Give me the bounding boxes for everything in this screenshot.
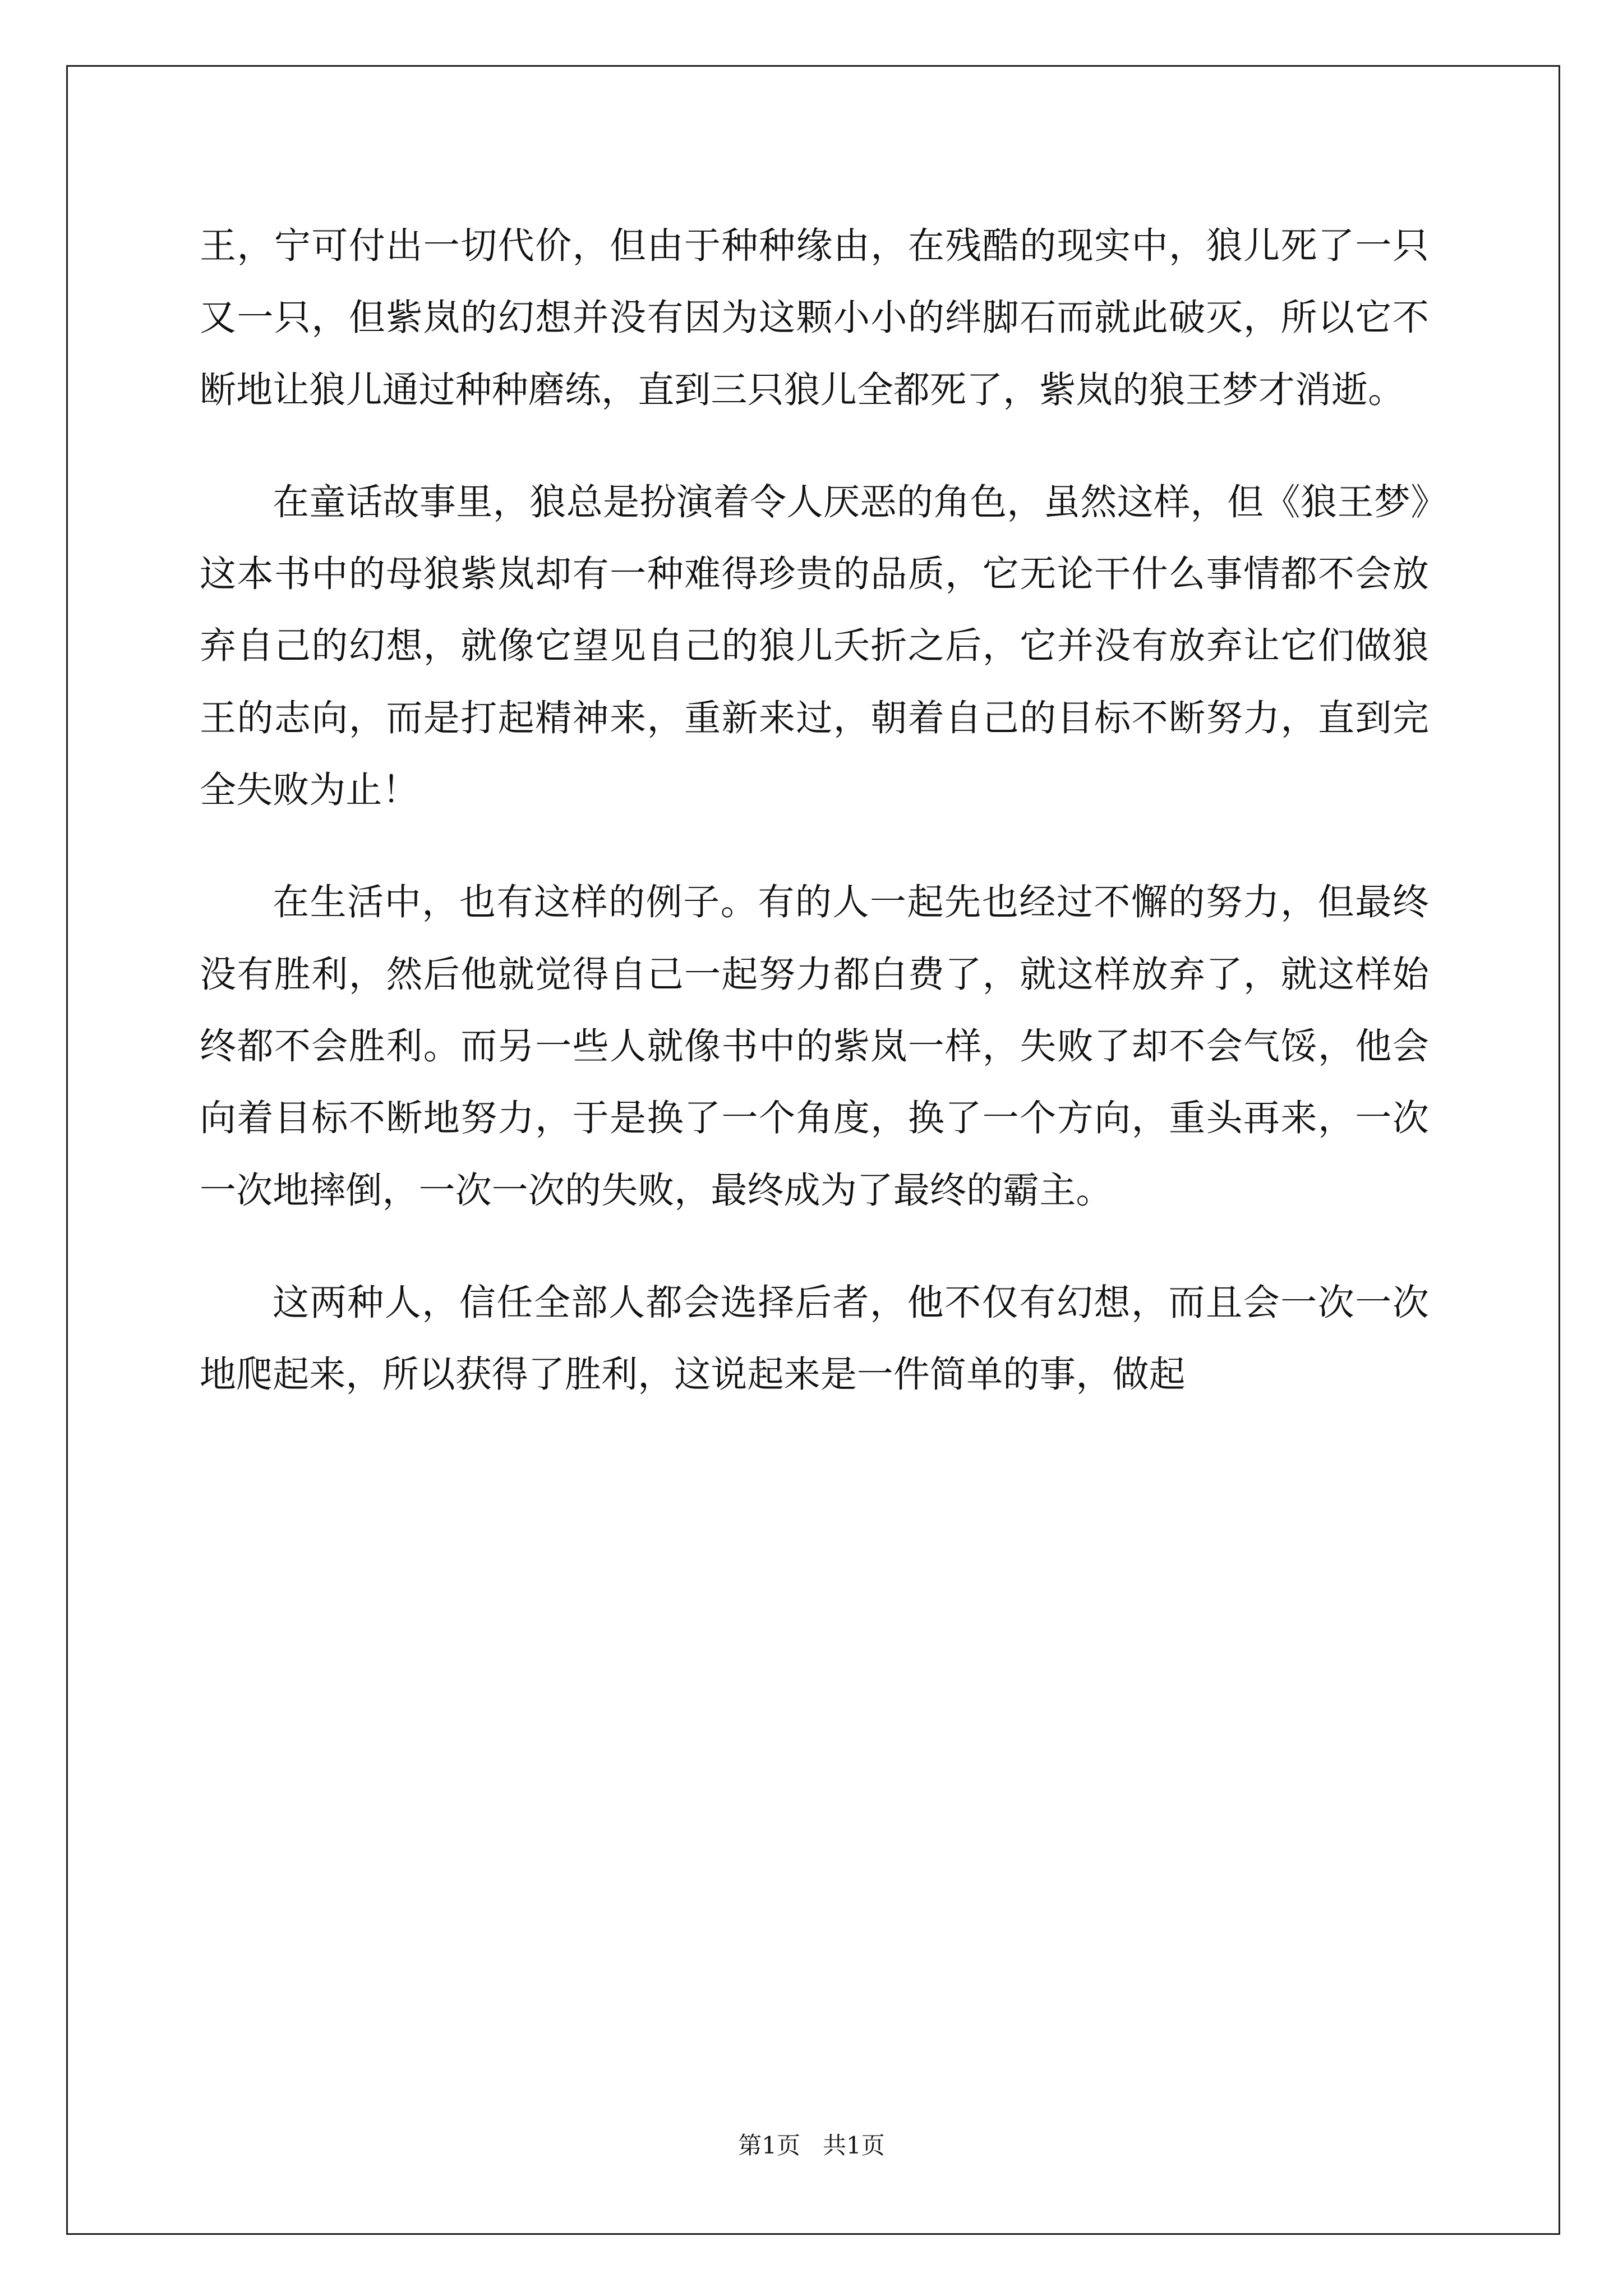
document-body [200, 210, 1429, 1411]
paragraph-4: 这两种人，信任全部人都会选择后者，他不仅有幻想，而且会一次一次地爬起来，所以获得了胜利，这说起来是一件简单的事，做起 [200, 1281, 1429, 1396]
paragraph-2: 在童话故事里，狼总是扮演着令人厌恶的角色，虽然这样，但《狼王梦》这本书中的母狼紫岚却有一种难得珍贵的品质，它无论干什么事情都不会放弃自己的幻想，就像它望见自己的狼儿夭折之后，它并没有放弃让它们做狼王的志向，而是打起精神来，重新来过，朝着自己的目标不断努力，直到完全失败为止！ [200, 481, 1429, 812]
paragraph-3: 在生活中，也有这样的例子。有的人一起先也经过不懈的努力，但最终没有胜利，然后他就觉得自己一起努力都白费了，就这样放弃了，就这样始终都不会胜利。而另一些人就像书中的紫岚一样，失败了却不会气馁，他会向着目标不断地努力，于是换了一个角度，换了一个方向，重头再来，一次一次地摔倒，一次一次的失败，最终成为了最终的霸主。 [200, 881, 1429, 1212]
paragraph-1: 王，宁可付出一切代价，但由于种种缘由，在残酷的现实中，狼儿死了一只又一只，但紫岚的幻想并没有因为这颗小小的绊脚石而就此破灭，所以它不断地让狼儿通过种种磨练，直到三只狼儿全都死了，紫岚的狼王梦才消逝。 [200, 225, 1429, 411]
page-number: 第1页 [738, 2132, 800, 2159]
page-total: 共1页 [823, 2132, 885, 2159]
page-footer [0, 2127, 1623, 2161]
